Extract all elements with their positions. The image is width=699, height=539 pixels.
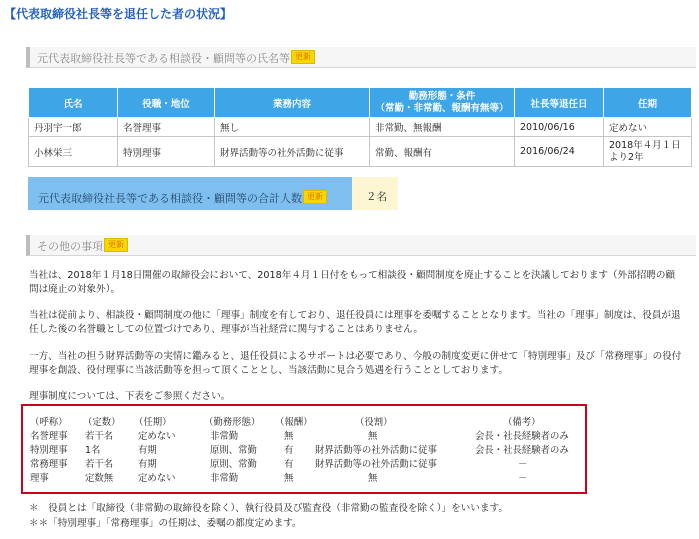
- header-retirement-date: 社長等退任日: [515, 88, 604, 118]
- updated-badge: 更新: [303, 190, 327, 204]
- riji-cell-work: 原則、常勤: [210, 459, 257, 470]
- section-header-other: [26, 235, 696, 256]
- riji-cell-remarks: －: [518, 459, 528, 470]
- cell-name: 丹羽宇一郎: [29, 118, 118, 137]
- riji-header-term: （任期）: [134, 417, 172, 428]
- header-position: 役職・地位: [118, 88, 215, 118]
- riji-cell-quota: 若干名: [85, 459, 114, 470]
- total-count-value-box: [352, 177, 398, 210]
- total-count-label-box: [28, 177, 352, 210]
- table-row: [29, 137, 692, 167]
- header-work-conditions: 勤務形態・条件 （常勤・非常勤、報酬有無等）: [370, 88, 515, 118]
- cell-retirement-date: 2016/06/24: [515, 137, 604, 167]
- cell-duties: 無し: [215, 118, 370, 137]
- riji-cell-quota: 1名: [85, 445, 101, 456]
- cell-position: 特別理事: [118, 137, 215, 167]
- page-title: 【代表取締役社長等を退任した者の状況】: [4, 7, 233, 21]
- cell-name: 小林栄三: [29, 137, 118, 167]
- paragraph-see-table: 理事制度については、下表をご参照ください。: [29, 391, 231, 402]
- riji-system-table: [21, 404, 587, 494]
- riji-cell-pay: 無: [284, 431, 294, 442]
- total-count-label: 元代表取締役社長等である相談役・顧問等の合計人数: [38, 192, 302, 205]
- riji-cell-term: 有期: [138, 445, 157, 456]
- paragraph-abolition: 当社は、2018年１月18日開催の取締役会において、2018年４月１日付をもって相談役・顧問制度を廃止することを決議しております（外部招聘の顧問は廃止の対象外）。: [29, 270, 676, 295]
- header-term: 任期: [604, 88, 692, 118]
- riji-cell-term: 有期: [138, 459, 157, 470]
- riji-cell-remarks: 会長・社長経験者のみ: [475, 445, 569, 456]
- updated-badge: 更新: [291, 50, 315, 64]
- riji-cell-term: 定めない: [138, 431, 176, 442]
- cell-position: 名誉理事: [118, 118, 215, 137]
- cell-work-conditions: 非常勤、無報酬: [370, 118, 515, 137]
- updated-badge: 更新: [104, 238, 128, 252]
- riji-header-role: （役割）: [355, 417, 393, 428]
- total-count-value: ２名: [366, 191, 387, 203]
- riji-cell-work: 原則、常勤: [210, 445, 257, 456]
- riji-header-pay: （報酬）: [275, 417, 313, 428]
- riji-cell-term: 定めない: [138, 473, 176, 484]
- section-header-advisors: [26, 47, 696, 68]
- riji-cell-title: 特別理事: [30, 445, 68, 456]
- paragraph-riji-system: 当社は従前より、相談役・顧問制度の他に「理事」制度を有しており、退任役員には理事を委嘱することとなります。当社の「理事」制度は、役員が退任した後の名誉職としての位置づけであり、理事が当社経営に関与することはありません。: [29, 310, 681, 335]
- riji-cell-remarks: －: [518, 473, 528, 484]
- riji-cell-pay: 無: [284, 473, 294, 484]
- riji-cell-work: 非常勤: [210, 431, 239, 442]
- table-row: [29, 118, 692, 137]
- riji-header-work: （勤務形態）: [204, 417, 261, 428]
- cell-term: 2018年４月１日より2年: [604, 137, 692, 167]
- section-heading-advisors: 元代表取締役社長等である相談役・顧問等の氏名等: [37, 52, 290, 65]
- riji-cell-pay: 有: [284, 459, 294, 470]
- footnote-term: ＊＊「特別理事」「常務理事」の任期は、委嘱の都度定めます。: [29, 518, 302, 529]
- header-name: 氏名: [29, 88, 118, 118]
- riji-header-remarks: （備考）: [503, 417, 541, 428]
- riji-cell-role: 無: [368, 431, 378, 442]
- cell-term: 定めない: [604, 118, 692, 137]
- riji-cell-role: 財界活動等の社外活動に従事: [315, 459, 437, 470]
- table-header-row: [29, 88, 692, 118]
- section-heading-other: その他の事項: [37, 240, 103, 253]
- cell-work-conditions: 常勤、報酬有: [370, 137, 515, 167]
- header-duties: 業務内容: [215, 88, 370, 118]
- riji-cell-work: 非常勤: [210, 473, 239, 484]
- paragraph-new-positions: 一方、当社の担う財界活動等の実情に鑑みると、退任役員によるサポートは必要であり、今般の制度変更に併せて「特別理事」及び「常務理事」の役付理事を創設、役付理事に当該活動等を担って頂くこととし、当該活動に見合う処遇を行うこととしております。: [29, 351, 682, 376]
- riji-cell-quota: 定数無: [85, 473, 114, 484]
- footnote-officer-definition: ＊ 役員とは「取締役（非常勤の取締役を除く）、執行役員及び監査役（非常勤の監査役を除く）」をいいます。: [29, 503, 508, 514]
- riji-cell-remarks: 会長・社長経験者のみ: [475, 431, 569, 442]
- riji-header-title: （呼称）: [30, 417, 68, 428]
- riji-cell-quota: 若干名: [85, 431, 114, 442]
- riji-header-quota: （定数）: [83, 417, 121, 428]
- riji-cell-role: 財界活動等の社外活動に従事: [315, 445, 437, 456]
- riji-cell-pay: 有: [284, 445, 294, 456]
- riji-cell-title: 常務理事: [30, 459, 68, 470]
- riji-cell-role: 無: [368, 473, 378, 484]
- riji-cell-title: 名誉理事: [30, 431, 68, 442]
- cell-retirement-date: 2010/06/16: [515, 118, 604, 137]
- cell-duties: 財界活動等の社外活動に従事: [215, 137, 370, 167]
- riji-cell-title: 理事: [30, 473, 49, 484]
- advisors-table: [28, 87, 692, 167]
